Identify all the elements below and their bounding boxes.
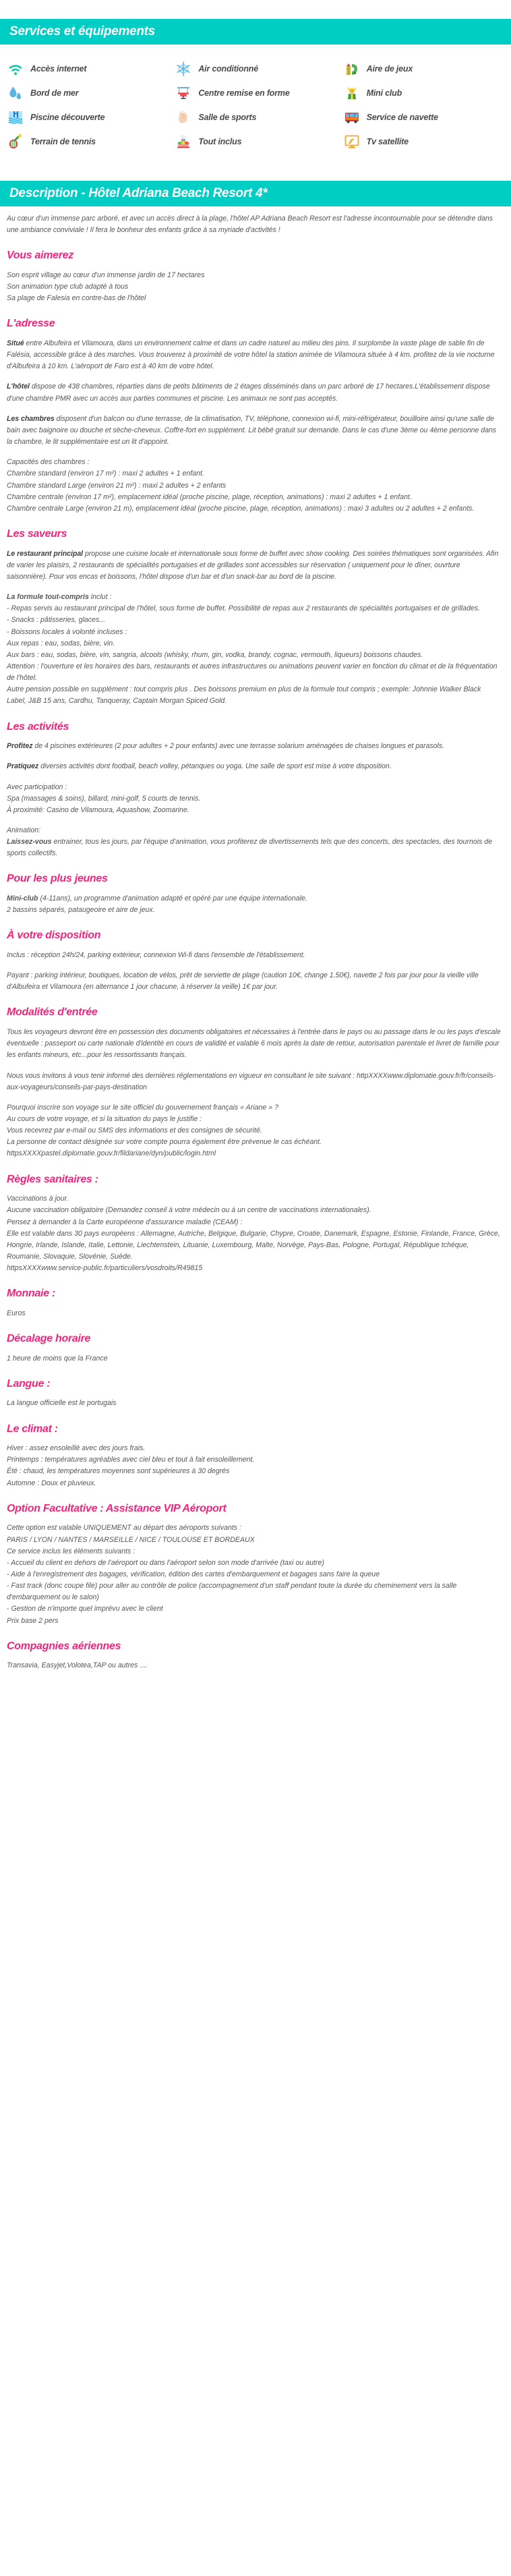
heading-activites: Les activités (7, 720, 69, 733)
amenity-label: Mini club (366, 88, 402, 98)
saveurs-body-1: propose une cuisine locale et internationale sous forme de buffet avec show cooking. Des soirées thématiques sont organisées. Afin de varier les plaisirs, 2 restaurants de spécialités portugaises et de grillades sont accessibles sur réservation ( uniquement pour le dîner, ouvrture saisonnière). Pour vos encas et boissons, l'hôtel dispose d'un bar et d'un snack-bar au bord de la piscine. (7, 549, 499, 581)
list-item: Chambre standard (environ 17 m²) : maxi 2 adultes + 1 enfant. (7, 469, 204, 478)
list-item: Attention : l'ouverture et les horaires des bars, restaurants et autres infrastructures ou animations peuvent varier en fonction du climat et de la fréquentation de l'hôtel. (7, 662, 498, 683)
formule-block (7, 592, 502, 708)
list-item: Transavia, Easyjet,Volotea,TAP ou autres .... (7, 1661, 148, 1670)
list-item: Hiver : assez ensoleillé avec des jours frais. (7, 1444, 146, 1453)
animation-text (7, 836, 502, 859)
list-item: Chambre standard Large (environ 21 m²) : maxi 2 adultes + 2 enfants (7, 481, 227, 490)
list-item: Au cours de votre voyage, et si la situation du pays le justifie : (7, 1114, 202, 1123)
formule-lead: La formule tout-compris (7, 593, 89, 602)
amenity-centre-remise-en-forme (175, 81, 342, 105)
list-item: Aux bars : eau, sodas, bière, vin, sangria, alcools (whisky, rhum, gin, vodka, brandy, cognac, vermouth, liqueurs) boissons chaudes. (7, 650, 423, 659)
list-item: Sa plage de Falesia en contre-bas de l'hôtel (7, 294, 146, 303)
amenity-label: Service de navette (366, 113, 438, 122)
climat-list (7, 1443, 502, 1489)
list-item: - Accueil du client en dehors de l'aéroport ou dans l'aéroport selon son mode d'arrivée (taxi ou autre) (7, 1558, 324, 1567)
description-intro: Au cœur d'un immense parc arboré, et avec un accès direct à la plage, l'hôtel AP Adriana Beach Resort est l'adresse incontournable pour se détendre dans une ambiance conviviale ! Il fera le bonheur des enfants grâce à sa myriade d'activités ! (7, 214, 493, 235)
heading-a-votre-disposition: À votre disposition (7, 929, 101, 942)
list-item: - Snacks : pâtisseries, glaces... (7, 616, 106, 625)
list-item: Pensez à demander à la Carte européenne d'assurance maladie (CEAM) : (7, 1218, 243, 1226)
heading-vous-aimerez: Vous aimerez (7, 250, 73, 262)
list-item: - Aide à l'enregistrement des bagages, vérification, édition des cartes d'embarquement et bagages sans faire la queue (7, 1570, 380, 1578)
adresse-paragraph-3 (7, 413, 502, 448)
activites-lead-1: Profitez (7, 742, 33, 751)
amenities-grid (0, 51, 511, 161)
list-item: Cette option est valable UNIQUEMENT au départ des aéroports suivants : (7, 1524, 241, 1533)
list-item: Été : chaud, les températures moyennes sont supérieures à 30 degrés (7, 1467, 230, 1476)
list-item: La langue officielle est le portugais (7, 1399, 117, 1408)
saveurs-paragraph-1 (7, 548, 502, 583)
activites-body-2: diverses activités dont football, beach volley, pétanques ou yoga. Une salle de sport est mise à votre disposition. (38, 762, 392, 771)
heading-saveurs: Les saveurs (7, 528, 67, 540)
capacities-list (7, 457, 502, 515)
amenity-label: Aire de jeux (366, 64, 413, 74)
jeunes-lead: Mini-club (7, 894, 38, 903)
disposition-inclus: Inclus : réception 24h/24, parking extérieur, connexion Wi-fi dans l'ensemble de l'établissement. (7, 950, 305, 959)
jeunes-line-2: 2 bassins séparés, pataugeoire et aire de jeux. (7, 906, 155, 915)
list-item: - Boissons locales à volonté incluses : (7, 627, 127, 636)
amenity-label: Accès internet (30, 64, 87, 74)
playground-icon (343, 60, 361, 78)
list-item: Son animation type club adapté à tous (7, 283, 129, 291)
list-item: Printemps : températures agréables avec ciel bleu et tout à fait ensoleillement. (7, 1456, 255, 1464)
all-inclusive-icon (175, 133, 192, 150)
list-item: Chambre centrale (environ 17 m²), emplacement idéal (proche piscine, plage, réception, animations) : maxi 2 adultes + 1 enfant. (7, 492, 412, 501)
adresse-body-3: disposent d'un balcon ou d'une terrasse, de la climatisation, TV, téléphone, connexion wi-fi, mini-réfrigérateur, bouilloire ainsi qu'une salle de bain avec baignoire ou douche et sèche-cheveux. Coffre-fort en supplément. Lit bébé gratuit sur demande. Dans le cas d'une 3ème ou 4ème personne dans la chambre, le lit supplémentaire est un lit d'appoint. (7, 414, 497, 447)
adresse-lead-3: Les chambres (7, 414, 55, 423)
snowflake-icon (175, 60, 192, 78)
adresse-lead-2: L'hôtel (7, 382, 30, 391)
list-item: httpsXXXXwww.service-public.fr/particuliers/vosdroits/R49815 (7, 1264, 203, 1273)
amenity-acces-internet (7, 57, 175, 81)
amenity-aire-de-jeux (343, 57, 511, 81)
amenities-section-header: Services et équipements (0, 19, 511, 45)
modalites-paragraph-2: Nous vous invitons à vous tenir informé des dernières réglementations en vigueur en consultant le site suivant : httpXXXXwww.diplomatie.gouv.fr/fr/conseils-aux-voyageurs/conseils-par-pays-destination (7, 1071, 496, 1091)
heading-langue: Langue : (7, 1377, 51, 1390)
amenity-salle-de-sports (175, 105, 342, 130)
amenity-mini-club (343, 81, 511, 105)
saveurs-lead-1: Le restaurant principal (7, 549, 84, 558)
modalites-paragraph-1: Tous les voyageurs devront être en possession des documents obligatoires et nécessaires à l'entrée dans le pays ou au passage dans le ou les pays d'escale éventuelle : passeport ou carte nationale d'identité en cours de validité et valable 6 mois après la date de retour, autorisation parentale et livret de famille pour les enfants mineurs, etc...pour les ressortissants français. (7, 1028, 501, 1060)
list-item: Autre pension possible en supplément : tout compris plus . Des boissons premium en plus de la formule tout compris ; exemple: Johnnie Walker Black Label, J&B 15 ans, Cardhu, Tanqueray, Captain Morgan Spiced Gold. (7, 685, 481, 706)
list-item: httpsXXXXpastel.diplomatie.gouv.fr/fildariane/dyn/public/login.html (7, 1149, 216, 1158)
satellite-tv-icon (343, 133, 361, 150)
heading-modalites-entree: Modalités d'entrée (7, 1006, 98, 1019)
water-drop-icon (7, 84, 24, 102)
activites-paragraph-1 (7, 741, 502, 752)
list-item: Spa (massages & soins), billard, mini-golf, 5 courts de tennis. (7, 794, 201, 803)
ariane-list (7, 1102, 502, 1160)
amenity-terrain-de-tennis (7, 130, 175, 154)
list-item: PARIS / LYON / NANTES / MARSEILLE / NICE / TOULOUSE ET BORDEAUX (7, 1535, 255, 1544)
list-item: - Gestion de n'importe quel imprévu avec le client (7, 1605, 163, 1613)
jeunes-block (7, 893, 502, 916)
list-item: Vaccinations à jour. (7, 1195, 69, 1203)
muscle-icon (175, 109, 192, 126)
amenity-service-de-navette (343, 105, 511, 130)
amenity-label: Salle de sports (198, 113, 257, 122)
list-item: Son esprit village au cœur d'un immense jardin de 17 hectares (7, 270, 205, 279)
sanitaires-list (7, 1193, 502, 1274)
amenity-piscine-decouverte (7, 105, 175, 130)
adresse-lead-1: Situé (7, 339, 24, 347)
list-item: Aucune vaccination obligatoire (Demandez conseil à votre médecin ou à un centre de vaccinations internationales). (7, 1206, 371, 1215)
list-item: Euros (7, 1309, 26, 1317)
list-item: La personne de contact désignée sur votre compte pourra également être prévenue le cas échéant. (7, 1138, 322, 1147)
amenity-tv-satellite (343, 130, 511, 154)
heading-compagnies-aeriennes: Compagnies aériennes (7, 1640, 121, 1652)
amenity-label: Tout inclus (198, 137, 242, 146)
heading-pour-les-plus-jeunes: Pour les plus jeunes (7, 873, 108, 885)
amenity-tout-inclus (175, 130, 342, 154)
adresse-body-2: dispose de 438 chambres, réparties dans de petits bâtiments de 2 étages disséminés dans un parc arboré de 17 hectares.L'établissement dispose d'une chambre PMR avec un accès aux parties communes et piscine. Les animaux ne sont pas acceptés. (7, 382, 490, 403)
heading-monnaie: Monnaie : (7, 1288, 55, 1300)
animation-lead: Laissez-vous (7, 838, 52, 847)
amenity-label: Terrain de tennis (30, 137, 96, 146)
formule-title (7, 592, 502, 603)
decalage-list (7, 1353, 502, 1365)
shuttle-bus-icon (343, 109, 361, 126)
list-item: Vous recevrez par e-mail ou SMS des informations et des consignes de sécurité. (7, 1126, 262, 1135)
vip-list (7, 1522, 502, 1626)
list-item: - Fast track (donc coupe file) pour aller au contrôle de police (accompagnement d'un staff pendant toute la durée du cheminement vers la salle d'embarquement ou le salon) (7, 1582, 457, 1602)
description-section-header: Description - Hôtel Adriana Beach Resort 4* (0, 181, 511, 206)
activites-paragraph-2 (7, 761, 502, 772)
animation-label: Animation: (7, 826, 41, 834)
wifi-icon (7, 60, 24, 78)
list-item: - Repas servis au restaurant principal de l'hôtel, sous forme de buffet. Possibilité de repas aux 2 restaurants de spécialités portugaises et de grillades. (7, 604, 481, 613)
monnaie-list (7, 1308, 502, 1319)
compagnies-list (7, 1660, 502, 1671)
list-item: Pourquoi inscrire son voyage sur le site officiel du gouvernement français « Ariane » ? (7, 1103, 278, 1112)
participation-list (7, 782, 502, 816)
jeunes-body: (4-11ans), un programme d'animation adapté et opéré par une équipe internationale. (38, 894, 307, 903)
heading-adresse: L'adresse (7, 318, 55, 330)
list-item: Automne : Doux et pluvieux. (7, 1479, 96, 1487)
amenity-label: Centre remise en forme (198, 88, 290, 98)
amenity-label: Tv satellite (366, 137, 409, 146)
amenity-label: Air conditionné (198, 64, 258, 74)
formule-rest: inclut : (88, 593, 112, 602)
amenity-bord-de-mer (7, 81, 175, 105)
activites-body-1: de 4 piscines extérieures (2 pour adultes + 2 pour enfants) avec une terrasse solarium aménagées de chaises longues et parasols. (32, 742, 444, 751)
list-item: Elle est valable dans 30 pays européens : Allemagne, Autriche, Belgique, Bulgarie, Chypre, Croatie, Danemark, Espagne, Estonie, Finlande, France, Grèce, Hongrie, Irlande, Islande, Italie, Lettonie, Liechtenstein, Lituanie, Luxembourg, Malte, Norvège, Pays-Bas, Pologne, Portugal, République tchèque, Roumanie, Slovaquie, Slovénie, Suède. (7, 1229, 500, 1261)
adresse-paragraph-1 (7, 338, 502, 372)
list-item: Aux repas : eau, sodas, bière, vin. (7, 639, 115, 648)
list-item: Avec participation : (7, 782, 67, 791)
pool-icon (7, 109, 24, 126)
mini-club-icon (343, 84, 361, 102)
amenity-label: Bord de mer (30, 88, 79, 98)
description-content (0, 213, 511, 1672)
fitness-icon (175, 84, 192, 102)
capacities-title: Capacités des chambres : (7, 458, 90, 467)
list-item: Prix base 2 pers (7, 1616, 59, 1625)
adresse-paragraph-2 (7, 381, 502, 404)
amenity-air-conditionne (175, 57, 342, 81)
list-item: Ce service inclus les éléments suivants : (7, 1547, 136, 1555)
animation-block (7, 825, 502, 859)
heading-decalage-horaire: Décalage horaire (7, 1333, 91, 1345)
langue-list (7, 1398, 502, 1409)
list-item: À proximité: Casino de Vilamoura, Aquashow, Zoomarine. (7, 805, 189, 814)
vous-aimerez-list (7, 270, 502, 304)
tennis-icon (7, 133, 24, 150)
animation-body: entrainer, tous les jours, par l'équipe d'animation, vous profiterez de divertissements tels que des concerts, des spectacles, des tournois de sports collectifs. (7, 838, 493, 858)
heading-option-vip-aeroport: Option Facultative : Assistance VIP Aéroport (7, 1502, 227, 1514)
list-item: 1 heure de moins que la France (7, 1354, 108, 1363)
jeunes-line-1 (7, 893, 502, 905)
list-item: Chambre centrale Large (environ 21 m), emplacement idéal (proche piscine, plage, réception, animations) : maxi 3 adultes ou 2 adultes + 2 enfants. (7, 504, 475, 513)
adresse-body-1: entre Albufeira et Vilamoura, dans un environnement calme et dans un cadre naturel au milieu des pins. Il surplombe la vaste plage de sable fin de Falésia, accessible grâce à des marches. Vous trouverez à proximité de votre hôtel la station animée de Vilamoura située à 4 km. profitez de la vie nocturne d'Albufeira à 10 km. L'aéroport de Faro est à 40 km de votre hôtel. (7, 339, 495, 371)
activites-lead-2: Pratiquez (7, 762, 39, 771)
heading-regles-sanitaires: Règles sanitaires : (7, 1173, 98, 1185)
disposition-payant: Payant : parking intérieur, boutiques, location de vélos, prêt de serviette de plage (caution 10€, change 1.50€), navette 2 fois par jour pour la vieille ville d'Albufeira et Vilamoura (en alternance 1 jour chacune, à réserver la veille) 1€ par jour. (7, 971, 479, 992)
heading-climat: Le climat : (7, 1423, 58, 1435)
amenity-label: Piscine découverte (30, 113, 105, 122)
